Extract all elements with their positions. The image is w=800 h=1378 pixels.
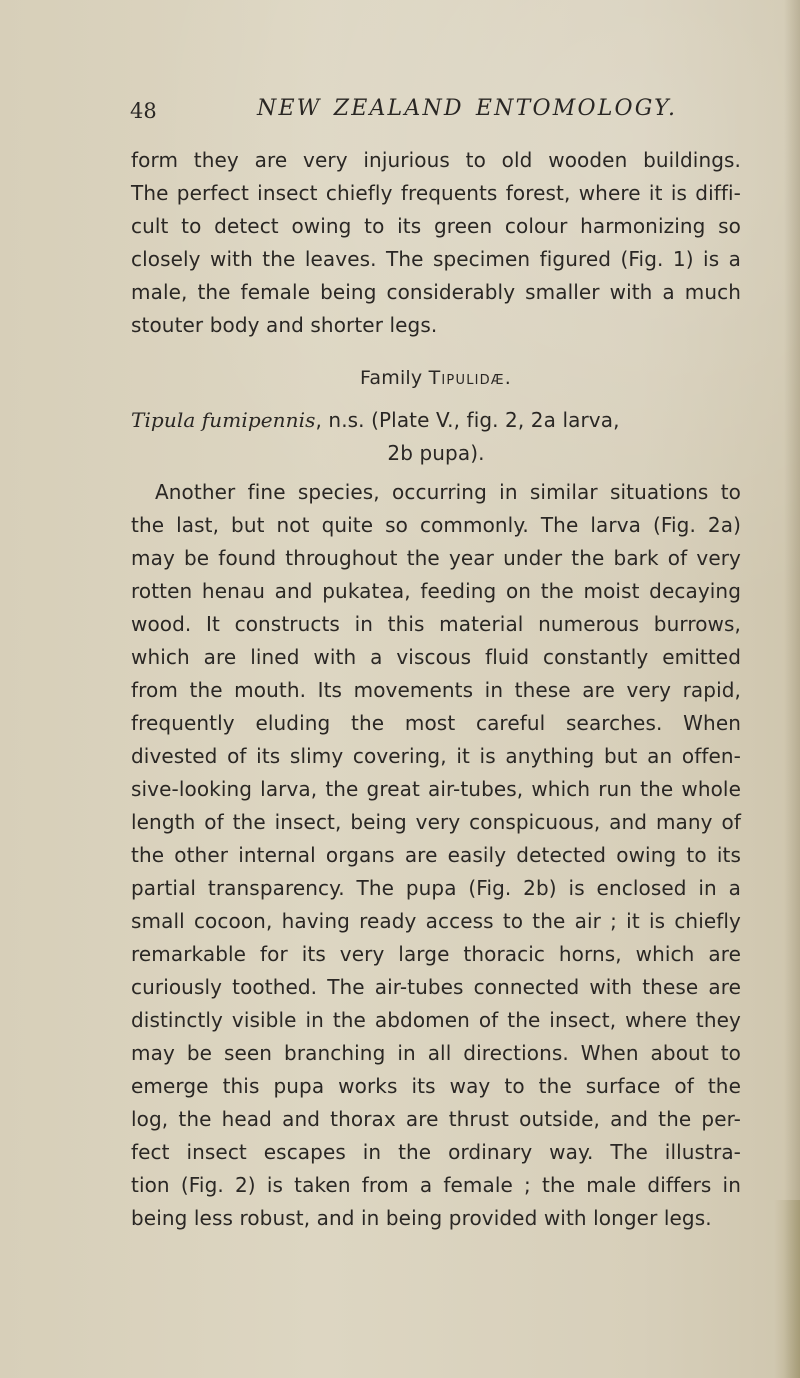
text-line: log, the head and thorax are thrust outside, and the per- [131, 1107, 741, 1131]
text-line: tion (Fig. 2) is taken from a female ; the male differs in [131, 1173, 741, 1197]
text-line: wood. It constructs in this material numerous burrows, [131, 612, 741, 636]
family-heading-prefix: Family [360, 367, 429, 389]
text-line: rotten henau and pukatea, feeding on the moist decaying [131, 579, 741, 603]
text-line: from the mouth. Its movements in these are very rapid, [131, 678, 741, 702]
page-corner-shadow [774, 1200, 800, 1378]
text-line: curiously toothed. The air-tubes connected with these are [131, 975, 741, 999]
text-line: fect insect escapes in the ordinary way. The illustra- [131, 1140, 741, 1164]
family-heading [131, 365, 741, 391]
text-line: the other internal organs are easily detected owing to its [131, 843, 741, 867]
species-heading-line-2: 2b pupa). [387, 441, 485, 465]
family-name: Tipulidæ. [428, 367, 512, 389]
text-line: divested of its slimy covering, it is anything but an offen- [131, 744, 741, 768]
text-line: form they are very injurious to old wooden buildings. [131, 148, 741, 172]
text-line: Another fine species, occurring in similar situations to [155, 480, 741, 504]
text-line: the last, but not quite so commonly. The larva (Fig. 2a) [131, 513, 741, 537]
text-line: distinctly visible in the abdomen of the insect, where they [131, 1008, 741, 1032]
text-line: The perfect insect chiefly frequents forest, where it is diffi- [131, 181, 741, 205]
text-line: male, the female being considerably smaller with a much [131, 280, 741, 304]
text-line: may be found throughout the year under the bark of very [131, 546, 741, 570]
species-description-line-1: , n.s. (Plate V., fig. 2, 2a larva, [315, 408, 620, 432]
text-line: closely with the leaves. The specimen figured (Fig. 1) is a [131, 247, 741, 271]
text-line: cult to detect owing to its green colour harmonizing so [131, 214, 741, 238]
running-head: NEW ZEALAND ENTOMOLOGY. [257, 96, 678, 121]
main-paragraph [131, 476, 741, 1235]
text-line: which are lined with a viscous fluid constantly emitted [131, 645, 741, 669]
intro-paragraph [131, 144, 741, 342]
text-line: may be seen branching in all directions. When about to [131, 1041, 741, 1065]
species-name: Tipula fumipennis [131, 408, 316, 432]
page-number: 48 [130, 99, 157, 123]
species-heading-line-1 [131, 405, 741, 435]
text-line: length of the insect, being very conspicuous, and many of [131, 810, 741, 834]
text-line: stouter body and shorter legs. [131, 313, 438, 337]
text-line: frequently eluding the most careful searches. When [131, 711, 741, 735]
page-text [131, 144, 741, 1230]
page-edge-shadow [784, 0, 800, 1378]
text-line: remarkable for its very large thoracic horns, which are [131, 942, 741, 966]
text-line: partial transparency. The pupa (Fig. 2b) is enclosed in a [131, 876, 741, 900]
text-line: sive-looking larva, the great air-tubes, which run the whole [131, 777, 741, 801]
text-line: emerge this pupa works its way to the surface of the [131, 1074, 741, 1098]
text-line: small cocoon, having ready access to the air ; it is chiefly [131, 909, 741, 933]
page-header [130, 96, 730, 132]
text-line: being less robust, and in being provided with longer legs. [131, 1206, 712, 1230]
